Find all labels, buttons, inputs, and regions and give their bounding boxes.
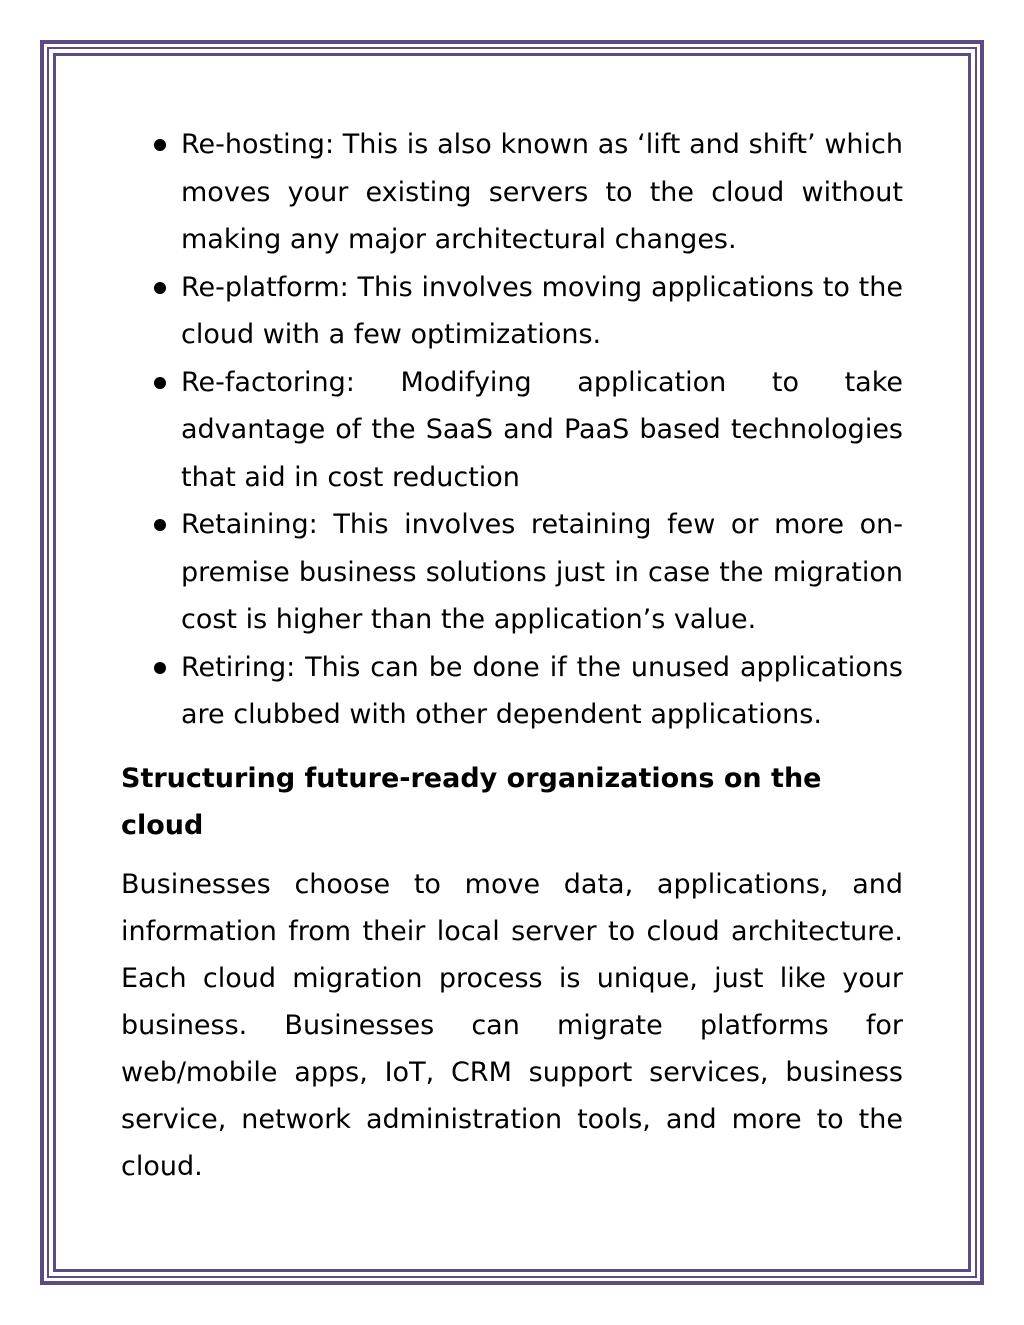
migration-strategy-list (121, 121, 903, 739)
body-paragraph: Businesses choose to move data, applications, and information from their local server to cloud architecture. Each cloud migration process is unique, just like your business. Businesses can migrate platforms for web/mobile apps, IoT, CRM support services, business service, network administration tools, and more to the cloud. (121, 868, 903, 1182)
list-item (121, 644, 903, 739)
bullet-icon (154, 377, 166, 389)
bullet-icon (154, 519, 166, 531)
list-item (121, 359, 903, 502)
list-item (121, 501, 903, 644)
list-item-text: Re-factoring: Modifying application to take advantage of the SaaS and PaaS based technologies that aid in cost reduction (181, 366, 903, 493)
section-heading: Structuring future-ready organizations on the cloud (121, 762, 822, 841)
list-item-text: Retiring: This can be done if the unused applications are clubbed with other dependent applications. (181, 651, 903, 730)
list-item (121, 264, 903, 359)
list-item-text: Re-platform: This involves moving applications to the cloud with a few optimizations. (181, 271, 903, 350)
bullet-icon (154, 282, 166, 294)
list-item (121, 121, 903, 264)
bullet-icon (154, 139, 166, 151)
bullet-icon (154, 662, 166, 674)
page-content (121, 121, 903, 1190)
list-item-text: Re-hosting: This is also known as ‘lift and shift’ which moves your existing servers to the cloud without making any major architectural changes. (181, 129, 903, 255)
list-item-text: Retaining: This involves retaining few or more on-premise business solutions just in case the migration cost is higher than the application’s value. (181, 509, 903, 635)
